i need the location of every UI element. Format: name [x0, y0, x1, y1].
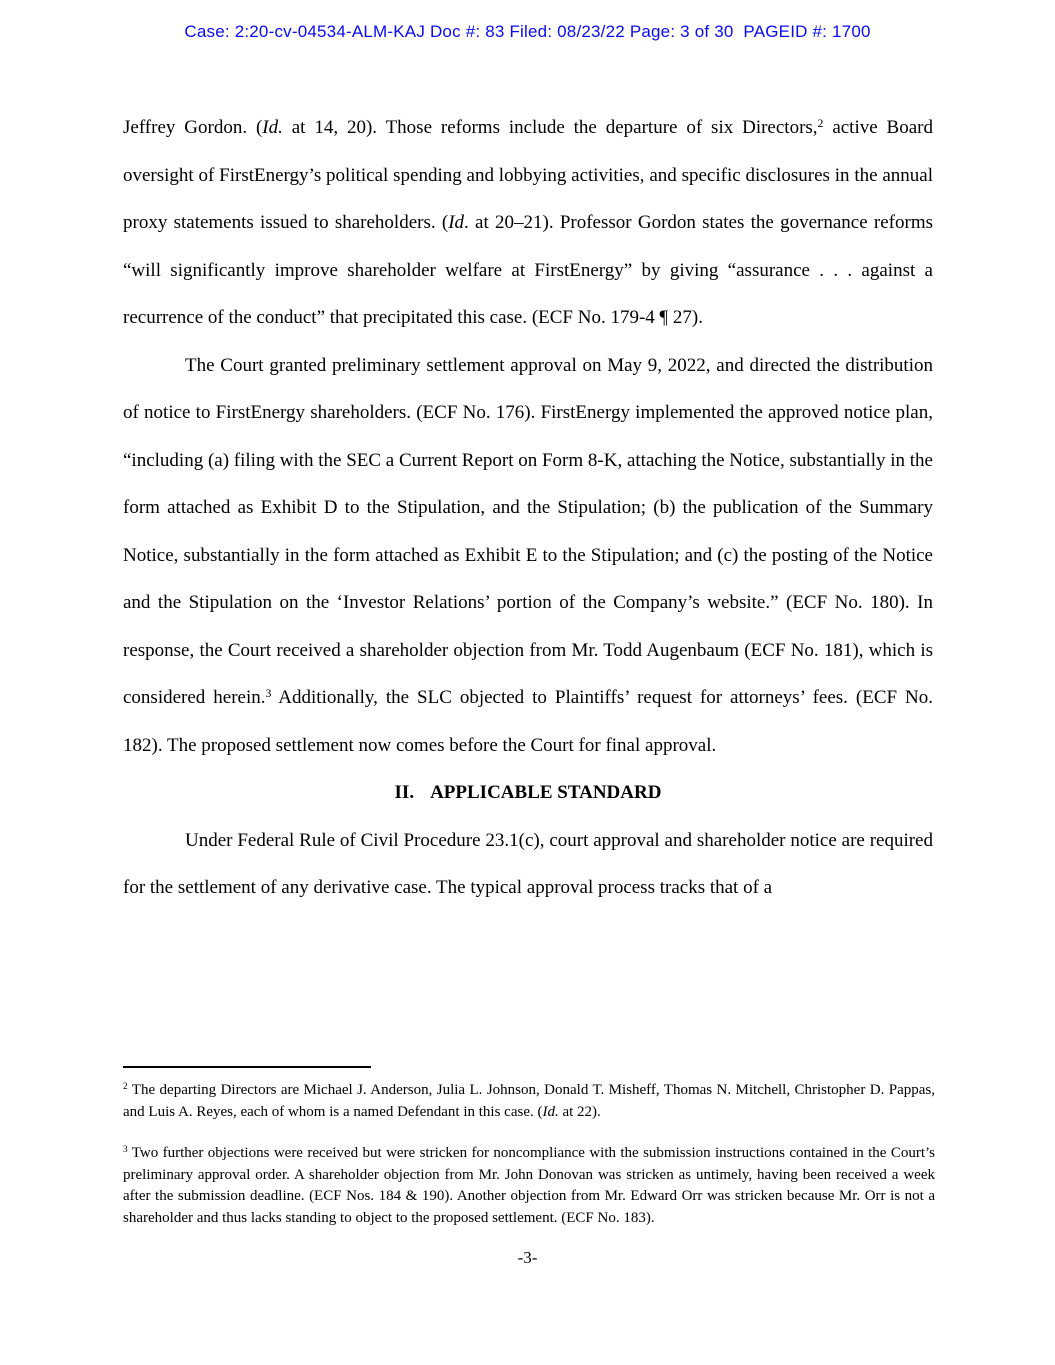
section-heading — [123, 769, 933, 817]
footnotes-section — [123, 1066, 935, 1229]
case-caption-header: Case: 2:20-cv-04534-ALM-KAJ Doc #: 83 Filed: 08/23/22 Page: 3 of 30 PAGEID #: 1700 — [184, 22, 871, 41]
section-number: II. — [394, 782, 415, 803]
paragraph-applicable-standard: Under Federal Rule of Civil Procedure 23.1(c), court approval and shareholder notice are required for the settlement of any derivative case. The typical approval process tracks that of a — [123, 829, 933, 898]
paragraph-settlement-approval: The Court granted preliminary settlement approval on May 9, 2022, and directed the distribution of notice to FirstEnergy shareholders. (ECF No. 176). FirstEnergy implemented the approved notice plan, “including (a) filing with the SEC a Current Report on Form 8-K, attaching the Notice, substantially in the form attached as Exhibit D to the Stipulation, and the Stipulation; (b) the publication of the Summary Notice, substantially in the form attached as Exhibit E to the Stipulation; and (c) the posting of the Notice and the Stipulation on the ‘Investor Relations’ portion of the Company’s website.” (ECF No. 180). In response, the Court received a shareholder objection from Mr. Todd Augenbaum (ECF No. 181), which is considered herein.$^3$ Additionally, the SLC objected to Plaintiffs’ request for attorneys’ fees. (ECF No. 182). The proposed settlement now comes before the Court for final approval. — [123, 354, 933, 756]
section-title: APPLICABLE STANDARD — [430, 782, 662, 803]
footnote-3: $^3$ Two further objections were received but were stricken for noncompliance with the submission instructions contained in the Court’s preliminary approval order. A shareholder objection from Mr. John Donovan was stricken as untimely, having been received a week after the submission deadline. (ECF Nos. 184 & 190). Another objection from Mr. Edward Orr was stricken because Mr. Orr is not a shareholder and thus lacks standing to object to the proposed settlement. (ECF No. 183). — [123, 1144, 935, 1226]
footnote-2: $^2$ The departing Directors are Michael J. Anderson, Julia L. Johnson, Donald T. Misheff, Thomas N. Mitchell, Christopher D. Pappas, and Luis A. Reyes, each of whom is a named Defendant in this case. (Id. at 22). — [123, 1081, 935, 1120]
footnote-separator — [123, 1066, 371, 1068]
page-number: -3- — [517, 1248, 538, 1267]
paragraph-continuation: Jeffrey Gordon. (Id. at 14, 20). Those reforms include the departure of six Directors,$^2$ active Board oversight of FirstEnergy’s political spending and lobbying activities, and specific disclosures in the annual proxy statements issued to shareholders. (Id. at 20–21). Professor Gordon states the governance reforms “will significantly improve shareholder welfare at FirstEnergy” by giving “assurance . . . against a recurrence of the conduct” that precipitated this case. (ECF No. 179-4 ¶ 27). — [123, 116, 933, 328]
document-body — [123, 104, 933, 912]
